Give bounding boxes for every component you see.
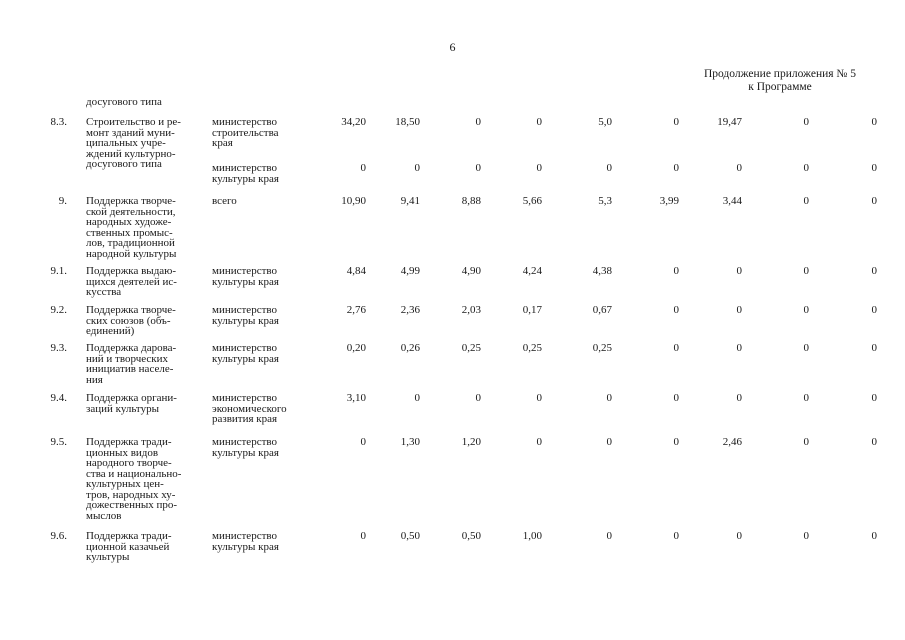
funding-value: 0	[673, 436, 679, 448]
funding-value: 0	[673, 265, 679, 277]
funding-value: 5,66	[522, 195, 542, 207]
funding-value: 0,50	[400, 530, 420, 542]
funding-value: 0	[803, 304, 809, 316]
funding-value: 0	[673, 116, 679, 128]
funding-value: 0	[475, 392, 481, 404]
responsible-executor: всего	[212, 195, 237, 207]
funding-value: 0	[414, 392, 420, 404]
page-number: 6	[449, 40, 456, 54]
row-number: 9.6.	[50, 530, 67, 542]
funding-value: 19,47	[717, 116, 742, 128]
funding-value: 0	[871, 436, 877, 448]
funding-value: 0,67	[592, 304, 612, 316]
funding-value: 0	[803, 392, 809, 404]
funding-value: 34,20	[341, 116, 366, 128]
funding-value: 0	[803, 116, 809, 128]
funding-value: 0	[803, 195, 809, 207]
funding-value: 0	[736, 342, 742, 354]
funding-value: 0,50	[461, 530, 481, 542]
row-number: 9.5.	[50, 436, 67, 448]
measure-name: Поддержка органи- заций культуры	[86, 392, 177, 415]
row-number: 9.3.	[50, 342, 67, 354]
responsible-executor: министерство культуры края	[212, 265, 279, 288]
measure-name: Поддержка тради- ционных видов народного творче- ства и национально- культурных цен- тров, народных ху- дожественных про- мыслов	[86, 436, 182, 522]
funding-value: 0	[475, 162, 481, 174]
row-number: 9.	[58, 195, 67, 207]
funding-value: 0	[673, 162, 679, 174]
responsible-executor: министерство строительства края	[212, 116, 279, 149]
funding-value: 0	[871, 195, 877, 207]
row-number: 9.2.	[50, 304, 67, 316]
measure-name: Поддержка дарова- ний и творческих инициатив населе- ния	[86, 342, 177, 386]
funding-value: 0	[673, 530, 679, 542]
funding-value: 0	[871, 342, 877, 354]
funding-value: 0	[871, 530, 877, 542]
funding-value: 0	[536, 392, 542, 404]
responsible-executor: министерство культуры края	[212, 304, 279, 327]
funding-value: 0	[673, 304, 679, 316]
funding-value: 0	[871, 392, 877, 404]
funding-value: 5,3	[598, 195, 612, 207]
funding-value: 0	[803, 265, 809, 277]
measure-name: Поддержка творче- ских союзов (объ- единений)	[86, 304, 176, 337]
funding-value: 0	[606, 162, 612, 174]
row-number: 9.4.	[50, 392, 67, 404]
funding-value: 0	[871, 162, 877, 174]
appendix-title: Продолжение приложения № 5	[703, 68, 857, 80]
funding-value: 0	[736, 265, 742, 277]
funding-value: 8,88	[461, 195, 481, 207]
funding-value: 0	[736, 162, 742, 174]
funding-value: 0	[360, 436, 366, 448]
responsible-executor: министерство экономического развития края	[212, 392, 287, 425]
funding-value: 0	[871, 304, 877, 316]
responsible-executor: министерство культуры края	[212, 530, 279, 553]
funding-value: 2,03	[461, 304, 481, 316]
funding-value: 10,90	[341, 195, 366, 207]
row-number: 8.3.	[50, 116, 67, 128]
carryover-text: досугового типа	[86, 96, 162, 108]
funding-value: 1,30	[400, 436, 420, 448]
funding-value: 0	[736, 304, 742, 316]
funding-value: 0	[871, 116, 877, 128]
funding-value: 1,20	[461, 436, 481, 448]
funding-value: 0	[536, 436, 542, 448]
responsible-executor: министерство культуры края	[212, 162, 279, 185]
measure-name: Строительство и ре- монт зданий муни- ципальных учре- ждений культурно- досугового типа	[86, 116, 181, 170]
funding-value: 0,25	[592, 342, 612, 354]
funding-value: 0	[803, 436, 809, 448]
funding-value: 0	[360, 530, 366, 542]
funding-value: 0	[475, 116, 481, 128]
funding-value: 0,20	[346, 342, 366, 354]
funding-value: 0	[606, 530, 612, 542]
funding-value: 2,36	[400, 304, 420, 316]
funding-value: 0,17	[522, 304, 542, 316]
funding-value: 4,90	[461, 265, 481, 277]
funding-value: 4,99	[400, 265, 420, 277]
funding-value: 4,84	[346, 265, 366, 277]
funding-value: 4,38	[592, 265, 612, 277]
funding-value: 0	[673, 342, 679, 354]
funding-value: 0	[414, 162, 420, 174]
funding-value: 3,44	[722, 195, 742, 207]
row-number: 9.1.	[50, 265, 67, 277]
funding-value: 0	[871, 265, 877, 277]
funding-value: 9,41	[400, 195, 420, 207]
funding-value: 0	[673, 392, 679, 404]
funding-value: 5,0	[598, 116, 612, 128]
funding-value: 0,25	[522, 342, 542, 354]
funding-value: 2,46	[722, 436, 742, 448]
funding-value: 2,76	[346, 304, 366, 316]
funding-value: 4,24	[522, 265, 542, 277]
funding-value: 3,10	[346, 392, 366, 404]
funding-value: 0	[360, 162, 366, 174]
funding-value: 0	[803, 342, 809, 354]
funding-value: 18,50	[395, 116, 420, 128]
funding-value: 0	[736, 392, 742, 404]
funding-value: 0	[803, 162, 809, 174]
responsible-executor: министерство культуры края	[212, 436, 279, 459]
funding-value: 0,25	[461, 342, 481, 354]
funding-value: 0	[736, 530, 742, 542]
measure-name: Поддержка выдаю- щихся деятелей ис- кусства	[86, 265, 177, 298]
funding-value: 1,00	[522, 530, 542, 542]
funding-value: 0	[606, 436, 612, 448]
funding-value: 0,26	[400, 342, 420, 354]
funding-value: 3,99	[659, 195, 679, 207]
funding-value: 0	[803, 530, 809, 542]
responsible-executor: министерство культуры края	[212, 342, 279, 365]
measure-name: Поддержка творче- ской деятельности, народных художе- ственных промыс- лов, традиционной народной культуры	[86, 195, 177, 260]
funding-value: 0	[536, 116, 542, 128]
appendix-reference	[660, 68, 900, 94]
measure-name: Поддержка тради- ционной казачьей культуры	[86, 530, 172, 563]
funding-value: 0	[606, 392, 612, 404]
appendix-program: к Программе	[748, 81, 812, 93]
funding-value: 0	[536, 162, 542, 174]
